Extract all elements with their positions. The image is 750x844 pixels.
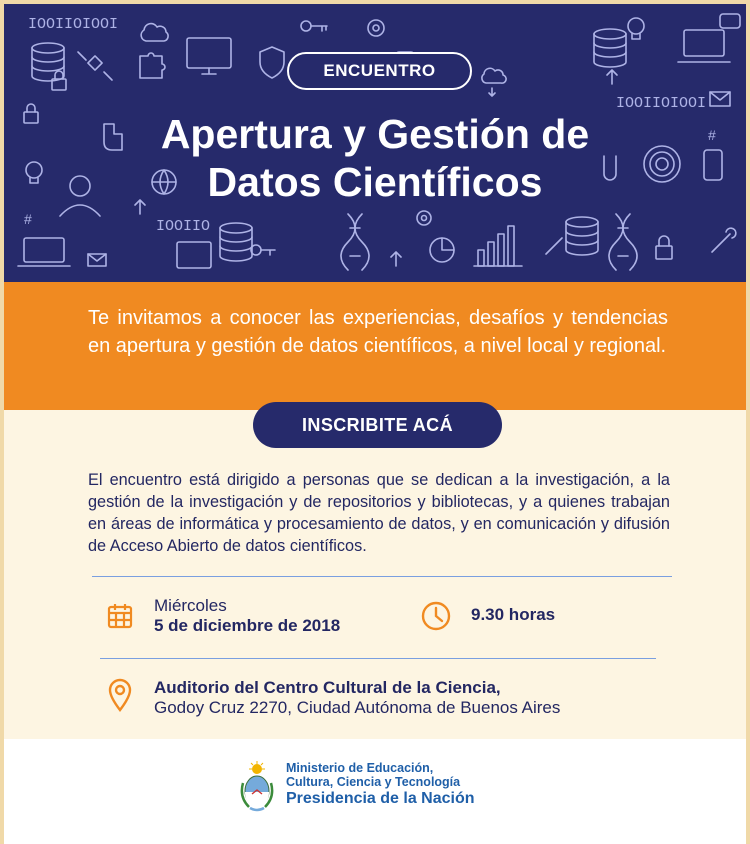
binary-text-right: IOOIIOIOOI (616, 95, 707, 112)
divider (100, 658, 656, 659)
title-line-1: Apertura y Gestión de (160, 111, 590, 157)
page-title (104, 110, 646, 206)
venue-address: Godoy Cruz 2270, Ciudad Autónoma de Buenos Aires (154, 698, 561, 717)
clock-icon (420, 600, 452, 632)
gear-icon (417, 211, 431, 225)
shield-icon (260, 47, 284, 78)
fingerprint-icon (644, 146, 680, 182)
database-icon (594, 29, 626, 67)
presidency-label: Presidencia de la Nación (286, 790, 475, 807)
audience-description: El encuentro está dirigido a personas que se dedican a la investigación, a la gestión de la investigación y de repositorios y bibliotecas, y a quienes trabajan en áreas de informática y procesamiento de datos, y en comunicación y difusión de Acceso Abierto de datos científicos. (88, 471, 670, 555)
wrench-icon (712, 228, 736, 252)
cloud-icon (141, 24, 168, 41)
person-icon (60, 176, 100, 216)
arrow-up-icon (391, 252, 401, 266)
header-banner (4, 4, 746, 282)
monitor-icon (177, 242, 211, 268)
cloud-download-icon (482, 68, 506, 96)
envelope-icon (88, 254, 106, 266)
lightbulb-icon (26, 162, 42, 183)
hash-glyph-icon: # (24, 211, 32, 227)
gear-icon (368, 20, 384, 36)
title-line-2: Datos Científicos (207, 159, 543, 205)
laptop-icon (18, 238, 70, 266)
pie-chart-icon (430, 238, 454, 262)
intro-text: Te invitamos a conocer las experiencias, desafíos y tendencias en apertura y gestión de datos científicos, a nivel local y regional. (88, 307, 668, 357)
puzzle-icon (140, 53, 165, 78)
calendar-icon (106, 602, 134, 630)
database-icon (32, 43, 64, 81)
database-icon (220, 223, 252, 261)
hash-glyph-icon: # (708, 127, 716, 143)
ministry-line-2: Cultura, Ciencia y Tecnología (286, 775, 461, 789)
coat-of-arms-icon (238, 761, 276, 813)
envelope-icon (710, 92, 730, 106)
laptop-icon (678, 30, 730, 62)
binary-text-bottom: IOOIIO (156, 218, 211, 235)
bar-chart-icon (474, 226, 522, 266)
binary-text-left: IOOIIOIOOI (28, 16, 119, 33)
dna-icon (609, 214, 637, 270)
database-icon (566, 217, 598, 255)
ministry-line-1: Ministerio de Educación, (286, 761, 434, 775)
lock-icon (656, 236, 672, 259)
location-pin-icon (108, 678, 132, 712)
event-date: 5 de diciembre de 2018 (154, 616, 341, 635)
event-day: Miércoles (154, 596, 227, 615)
event-type-badge: ENCUENTRO (287, 52, 472, 90)
satellite-icon (78, 52, 112, 80)
wrench-icon (546, 238, 562, 254)
phone-icon (704, 150, 722, 180)
lightbulb-icon (628, 18, 644, 39)
divider (92, 576, 672, 577)
ministry-logo-text (286, 761, 475, 809)
chat-icon (720, 14, 740, 28)
venue-name: Auditorio del Centro Cultural de la Ciencia, (154, 678, 501, 697)
event-time: 9.30 horas (471, 605, 556, 624)
monitor-icon (187, 38, 231, 74)
dna-icon (341, 214, 369, 270)
arrow-up-icon (607, 70, 617, 84)
key-icon (301, 21, 327, 31)
lock-icon (24, 104, 38, 123)
key-icon (251, 245, 275, 255)
register-button[interactable]: INSCRIBITE ACÁ (253, 402, 502, 448)
